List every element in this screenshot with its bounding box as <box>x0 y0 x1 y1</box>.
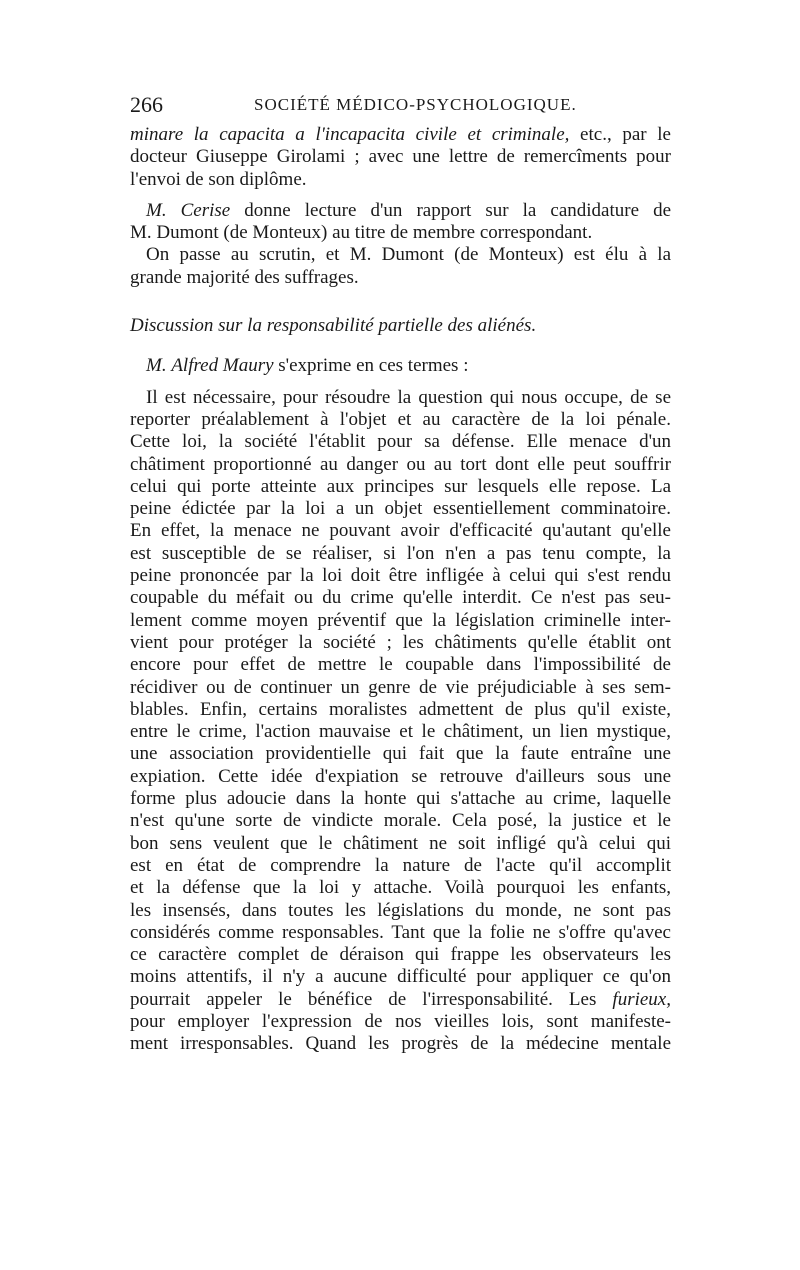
text-line: blables. Enfin, certains moralistes admettent de plus qu'il existe, <box>130 698 671 720</box>
italic-title-fragment: minare la capacita a l'incapacita civile et criminale, <box>130 124 570 145</box>
text-line: considérés comme responsables. Tant que la folie ne s'offre qu'avec <box>130 921 671 943</box>
text-line: reporter préalablement à l'objet et au caractère de la loi pénale. <box>130 408 671 430</box>
text-line: une association providentielle qui fait que la faute entraîne une <box>130 743 671 765</box>
text-line: ment irresponsables. Quand les progrès de la médecine mentale <box>130 1033 671 1055</box>
section-title: Discussion sur la responsabilité partielle des aliénés. <box>130 315 537 337</box>
text-line: vient pour protéger la société ; les châtiments qu'elle établit ont <box>130 631 671 653</box>
paragraph-3 <box>130 355 671 377</box>
text-line: celui qui porte atteinte aux principes sur lesquels elle repose. La <box>130 475 671 497</box>
text-line: récidiver ou de continuer un genre de vie préjudiciable à ses sem- <box>130 676 671 698</box>
text-line: et la défense que la loi y attache. Voilà pourquoi les enfants, <box>130 877 671 899</box>
text-line: moins attentifs, il n'y a aucune difficulté pour appliquer ce qu'on <box>130 966 671 988</box>
text-line: s'exprime en ces termes : <box>273 355 469 377</box>
text-line: entre le crime, l'action mauvaise et le châtiment, un lien mystique, <box>130 721 671 743</box>
text-line: pour employer l'expression de nos vieilles lois, sont manifeste- <box>130 1010 671 1032</box>
speaker-mark: M. <box>146 199 167 221</box>
text-line: En effet, la menace ne pouvant avoir d'efficacité qu'autant qu'elle <box>130 520 671 542</box>
italic-word: furieux, <box>612 988 671 1010</box>
paragraph-1 <box>130 124 671 191</box>
speaker-name: Alfred Maury <box>171 355 274 377</box>
text-line: peine édictée par la loi a un objet essentiellement comminatoire. <box>130 498 671 520</box>
text-line: On passe au scrutin, et M. Dumont (de Monteux) est élu à la <box>146 244 671 266</box>
text-line: lement comme moyen préventif que la législation criminelle inter- <box>130 609 671 631</box>
paragraph-2 <box>130 200 671 289</box>
text-line: n'est qu'une sorte de vindicte morale. Cela posé, la justice et le <box>130 810 671 832</box>
speaker-mark: M. <box>146 355 167 377</box>
text-line: docteur Giuseppe Girolami ; avec une lettre de remercîments pour <box>130 146 671 168</box>
page-header <box>130 92 670 122</box>
text-line: M. Dumont (de Monteux) au titre de membre correspondant. <box>130 222 593 244</box>
text-line: châtiment proportionné au danger ou au tort dont elle peut souffrir <box>130 453 671 475</box>
paragraph-4 <box>130 387 671 1056</box>
text-line: coupable du méfait ou du crime qu'elle interdit. Ce n'est pas seu- <box>130 587 671 609</box>
text-line: est susceptible de se réaliser, si l'on n'en a pas tenu compte, la <box>130 542 671 564</box>
text-line: Il est nécessaire, pour résoudre la question qui nous occupe, de se <box>146 386 671 408</box>
text-line: pourrait appeler le bénéfice de l'irresponsabilité. Les <box>130 988 613 1010</box>
text-line: encore pour effet de mettre le coupable dans l'impossibilité de <box>130 654 671 676</box>
speaker-name: Cerise <box>180 199 231 221</box>
text-line: les insensés, dans toutes les législations du monde, ne sont pas <box>130 899 671 921</box>
running-title: SOCIÉTÉ MÉDICO-PSYCHOLOGIQUE. <box>254 95 577 114</box>
text-line: grande majorité des suffrages. <box>130 266 359 288</box>
text-line: ce caractère complet de déraison qui frappe les observateurs les <box>130 944 671 966</box>
page-body <box>130 124 671 1056</box>
text-line: etc., par le <box>569 124 671 145</box>
text-line: Cette loi, la société l'établit pour sa défense. Elle menace d'un <box>130 431 671 453</box>
text-line: donne lecture d'un rapport sur la candidature de <box>230 199 671 221</box>
text-line: est en état de comprendre la nature de l'acte qu'il accomplit <box>130 854 671 876</box>
text-line: expiation. Cette idée d'expiation se retrouve d'ailleurs sous une <box>130 765 671 787</box>
text-line: bon sens veulent que le châtiment ne soit infligé qu'à celui qui <box>130 832 671 854</box>
text-line: l'envoi de son diplôme. <box>130 168 307 190</box>
text-line: forme plus adoucie dans la honte qui s'attache au crime, laquelle <box>130 788 671 810</box>
text-line: peine prononcée par la loi doit être infligée à celui qui s'est rendu <box>130 565 671 587</box>
page-number: 266 <box>130 92 163 117</box>
